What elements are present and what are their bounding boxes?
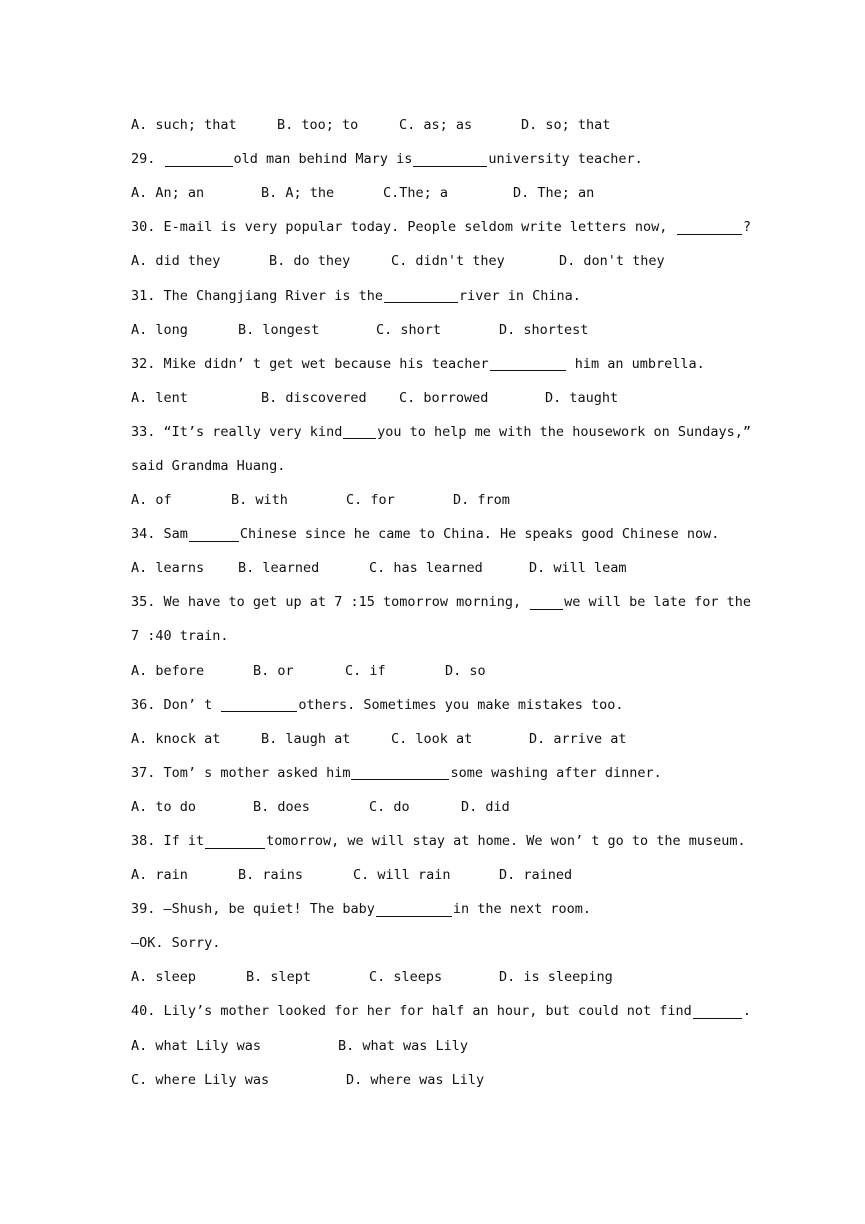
answer-blank (413, 152, 487, 167)
answer-option: A. such; that (131, 117, 237, 134)
answer-blank (351, 765, 449, 780)
answer-option: C. borrowed (399, 389, 489, 406)
answer-option: A. knock at (131, 730, 221, 747)
answer-blank (530, 595, 563, 610)
answer-option: C. sleeps (369, 969, 443, 986)
answer-option: A. before (131, 662, 205, 679)
answer-option: A. did they (131, 253, 221, 270)
answer-blank (189, 527, 239, 542)
answer-blank (376, 902, 452, 917)
answer-option: A. lent (131, 389, 188, 406)
answer-option: B. laugh at (261, 730, 351, 747)
question-text: ? (742, 219, 751, 236)
answer-option: C. do (369, 798, 410, 815)
question-line (131, 756, 751, 790)
answer-option: B. longest (238, 321, 320, 338)
answer-option: D. where was Lily (346, 1071, 485, 1088)
answer-option: B. does (253, 798, 310, 815)
answer-option: A. what Lily was (131, 1037, 262, 1054)
question-line (131, 278, 751, 312)
answer-blank (165, 152, 233, 167)
question-text: 36. Don’ t (131, 696, 221, 713)
answer-option: D. taught (545, 389, 619, 406)
answer-option: A. long (131, 321, 188, 338)
answer-options (131, 244, 751, 278)
question-text: 34. Sam (131, 526, 188, 543)
answer-blank (221, 697, 297, 712)
answer-option: A. of (131, 492, 172, 509)
answer-blank (343, 424, 376, 439)
answer-option: C. look at (391, 730, 473, 747)
answer-option: A. An; an (131, 185, 205, 202)
answer-options (131, 381, 751, 415)
answer-options (131, 551, 751, 585)
answer-option: A. learns (131, 560, 205, 577)
question-text: said Grandma Huang. (131, 457, 286, 474)
answer-option: A. to do (131, 798, 197, 815)
question-text: 39. —Shush, be quiet! The baby (131, 901, 375, 918)
answer-options (131, 1029, 751, 1063)
question-text: 37. Tom’ s mother asked him (131, 764, 351, 781)
answer-option: B. A; the (261, 185, 335, 202)
question-text: 31. The Changjiang River is the (131, 287, 383, 304)
answer-blank (205, 834, 265, 849)
question-text: in the next room. (452, 901, 592, 918)
answer-options (131, 960, 751, 994)
answer-option: C. where Lily was (131, 1071, 270, 1088)
answer-option: C. for (346, 492, 395, 509)
question-text: 40. Lily’s mother looked for her for half an hour, but could not find (131, 1003, 692, 1020)
answer-option: D. rained (499, 867, 573, 884)
question-text: old man behind Mary is (233, 151, 413, 168)
answer-option: A. sleep (131, 969, 197, 986)
answer-options (131, 790, 751, 824)
question-line (131, 688, 751, 722)
answer-option: B. learned (238, 560, 320, 577)
answer-options (131, 722, 751, 756)
answer-option: C. short (376, 321, 442, 338)
question-text: others. Sometimes you make mistakes too. (298, 696, 624, 713)
question-text: 30. E-mail is very popular today. People seldom write letters now, (131, 219, 676, 236)
answer-option: D. so; that (521, 117, 611, 134)
answer-option: D. arrive at (529, 730, 627, 747)
question-text: . (742, 1003, 751, 1020)
question-text: —OK. Sorry. (131, 935, 221, 952)
question-line (131, 415, 751, 449)
answer-options (131, 483, 751, 517)
answer-option: C. if (345, 662, 386, 679)
question-line (131, 824, 751, 858)
answer-option: D. don't they (559, 253, 665, 270)
question-text: university teacher. (488, 151, 643, 168)
question-text: some washing after dinner. (450, 764, 662, 781)
answer-blank (677, 220, 742, 235)
answer-option: B. or (253, 662, 294, 679)
answer-options (131, 313, 751, 347)
continuation-text (131, 449, 751, 483)
answer-option: C.The; a (383, 185, 449, 202)
question-line (131, 142, 751, 176)
continuation-text (131, 619, 751, 653)
answer-option: C. as; as (399, 117, 473, 134)
continuation-text (131, 926, 751, 960)
answer-option: B. rains (238, 867, 304, 884)
answer-options (131, 654, 751, 688)
answer-option: B. slept (246, 969, 312, 986)
answer-option: B. what was Lily (338, 1037, 469, 1054)
question-text: 29. (131, 151, 164, 168)
question-text: tomorrow, we will stay at home. We won’ t go to the museum. (266, 833, 746, 850)
question-text: 32. Mike didn’ t get wet because his teacher (131, 355, 489, 372)
answer-option: D. The; an (513, 185, 595, 202)
question-text: 7 :40 train. (131, 628, 229, 645)
question-text: Chinese since he came to China. He speaks good Chinese now. (239, 526, 720, 543)
question-line (131, 210, 751, 244)
question-line (131, 892, 751, 926)
answer-option: B. discovered (261, 389, 367, 406)
answer-options (131, 108, 751, 142)
answer-options (131, 858, 751, 892)
answer-blank (490, 356, 566, 371)
question-text: we will be late for the (564, 594, 751, 611)
question-text: 38. If it (131, 833, 205, 850)
answer-options (131, 1063, 751, 1097)
answer-option: B. too; to (277, 117, 359, 134)
answer-option: B. do they (269, 253, 351, 270)
question-text: 35. We have to get up at 7 :15 tomorrow morning, (131, 594, 530, 611)
question-text: him an umbrella. (566, 355, 705, 372)
answer-option: C. didn't they (391, 253, 505, 270)
answer-option: D. did (461, 798, 510, 815)
answer-option: A. rain (131, 867, 188, 884)
question-line (131, 347, 751, 381)
answer-option: D. from (453, 492, 510, 509)
question-line (131, 585, 751, 619)
answer-option: D. so (445, 662, 486, 679)
answer-option: B. with (231, 492, 288, 509)
answer-option: D. shortest (499, 321, 589, 338)
exam-page (131, 108, 751, 1097)
question-line (131, 994, 751, 1028)
answer-blank (693, 1004, 742, 1019)
answer-blank (384, 288, 458, 303)
answer-option: C. will rain (353, 867, 451, 884)
answer-option: D. is sleeping (499, 969, 613, 986)
question-text: river in China. (458, 287, 581, 304)
answer-option: C. has learned (369, 560, 483, 577)
answer-options (131, 176, 751, 210)
answer-option: D. will leam (529, 560, 627, 577)
question-text: you to help me with the housework on Sundays,” (377, 423, 751, 440)
question-text: 33. “It’s really very kind (131, 423, 343, 440)
question-line (131, 517, 751, 551)
